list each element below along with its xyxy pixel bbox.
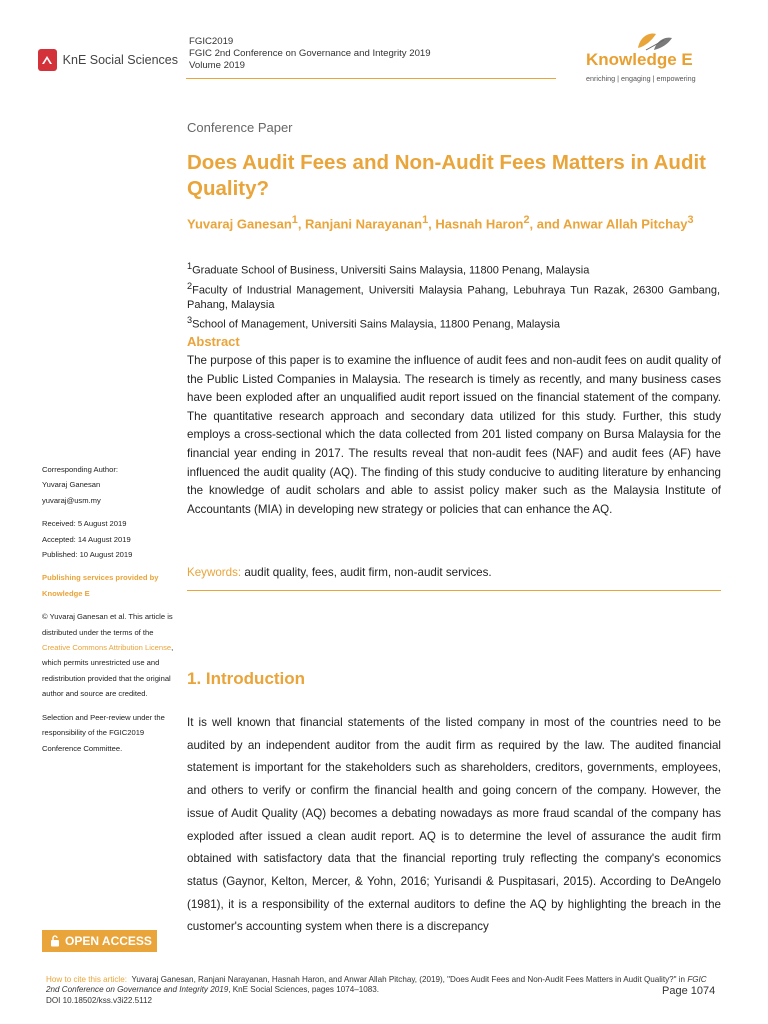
- page-number: Page 1074: [662, 985, 716, 997]
- citation-footer: How to cite this article: Yuvaraj Ganesan, Ranjani Narayanan, Hasnah Haron, and Anwar Allah Pitchay, (2019), "Does Audit Fees and Non-Audit Fees Matters in Audit Quality?" in FGIC 2nd Conference on Governance and Integrity 2019, KnE Social Sciences, pages 1074–1083. DOI 10.18502/kss.v3i22.5112: [46, 975, 707, 1005]
- author-list: Yuvaraj Ganesan$^1$, Ranjani Narayanan$^1$, Hasnah Haron$^2$, and Anwar Allah Pitchay$^3$: [187, 214, 694, 232]
- knowledge-e-logo: [582, 28, 732, 88]
- kne-logo: [38, 48, 178, 72]
- corresponding-author-label: Corresponding Author:: [42, 465, 118, 474]
- cite-authors: Yuvaraj Ganesan, Ranjani Narayanan, Hasnah Haron, and Anwar Allah Pitchay, (2019), "Does Audit Fees and Non-Audit Fees Matters in Audit Quality?" in: [131, 975, 686, 984]
- author-name: Yuvaraj Ganesan: [187, 216, 292, 232]
- header-divider: [186, 78, 556, 79]
- copyright-icon: ©: [42, 612, 50, 622]
- keywords-divider: [187, 590, 721, 591]
- author-name: Anwar Allah Pitchay: [563, 216, 688, 232]
- abstract-body: The purpose of this paper is to examine the influence of audit fees and non-audit fees on audit quality of the Public Listed Companies in Malaysia. The research is timely as recently, and many business cases have been exploded after an unqualified audit report issued on the financial statement of the company. The quantitative research approach and secondary data utilized for this study. Further, this study employs a cross-sectional which the data collected from 201 listed company on Bursa Malaysia for the financial year ending in 2017. The results reveal that non-audit fees (NAF) and audit fees (AF) have influenced the audit quality (AQ). The finding of this study conducive to auditing literature by enhancing the knowledge of audit scholars and able to assist policy maker such as the Malaysia Institute of Accountants (MIA) in developing new strategy or policies that can enhance the AQ.: [187, 354, 721, 516]
- kne-logo-icon: [38, 49, 57, 71]
- unlock-icon: [50, 935, 60, 947]
- keywords: [187, 566, 721, 579]
- author-name: Hasnah Haron: [435, 216, 524, 232]
- license-link[interactable]: Creative Commons Attribution License: [42, 643, 172, 653]
- paper-type-label: Conference Paper: [187, 120, 293, 135]
- author-name: Ranjani Narayanan: [305, 216, 423, 232]
- abstract-heading: Abstract: [187, 334, 240, 349]
- paper-title: Does Audit Fees and Non-Audit Fees Matters in Audit Quality?: [187, 151, 706, 200]
- doi[interactable]: DOI 10.18502/kss.v3i22.5112: [46, 995, 153, 1005]
- affiliation: $^3$School of Management, Universiti Sains Malaysia, 11800 Penang, Malaysia: [187, 315, 560, 331]
- publishing-services-label: Publishing services provided by Knowledge E: [42, 573, 159, 598]
- peer-review-note: Selection and Peer-review under the responsibility of the FGIC2019 Conference Committee.: [42, 712, 165, 753]
- open-access-badge: OPEN ACCESS: [42, 930, 157, 952]
- article-sidebar: [42, 462, 174, 756]
- section-heading-introduction: 1. Introduction: [187, 669, 306, 688]
- cite-label: How to cite this article:: [46, 975, 127, 984]
- accepted-date: Accepted: 14 August 2019: [42, 534, 131, 544]
- affiliation: $^1$Graduate School of Business, Universiti Sains Malaysia, 11800 Penang, Malaysia: [187, 261, 590, 277]
- introduction-body: It is well known that financial statements of the listed company in most of the countries need to be audited by an independent auditor from the audit firm as required by the law. The audited financial statement is important for the stakeholders such as shareholders, creditors, governments, employees, and others to verify or confirm the financial health and going concern of the company. However, the issue of Audit Quality (AQ) becomes a debating nowadays as more fraud scandal of the company has exploded after issued a clean audit report. AQ is to determine the level of assurance the audit firm obtained with satisfactory data that the financial reporting truly reflecting the company's economics status (Gaynor, Kelton, Mercer, & Yohn, 2016; Yurisandi & Puspitasari, 2015). According to DeAngelo (1981), it is a responsibility of the external auditors to define the AQ by highlighting the breach in the customer's accounting system when there is a discrepancy: [187, 716, 721, 934]
- affiliation: $^2$Faculty of Industrial Management, Universiti Malaysia Pahang, Lebuhraya Tun Razak, 26300 Gambang, Pahang, Malaysia: [187, 280, 720, 312]
- leaf-icon: [634, 30, 674, 52]
- received-date: Received: 5 August 2019: [42, 519, 127, 529]
- keywords-label: Keywords:: [187, 566, 242, 579]
- corresponding-author-email[interactable]: yuvaraj@usm.my: [42, 495, 101, 505]
- meta-line: FGIC 2nd Conference on Governance and Integrity 2019: [189, 48, 431, 59]
- brand-name: Knowledge E: [586, 50, 693, 69]
- corresponding-author-name: Yuvaraj Ganesan: [42, 480, 101, 490]
- meta-line: FGIC2019: [189, 36, 234, 47]
- publisher-name: KnE Social Sciences: [62, 53, 178, 67]
- affiliations: [187, 259, 720, 333]
- header-meta: [189, 36, 431, 72]
- cite-venue: FGIC 2nd Conference on Governance and Integrity 2019: [46, 975, 707, 995]
- meta-line: Volume 2019: [189, 60, 246, 71]
- keywords-list: audit quality, fees, audit firm, non-audit services.: [244, 566, 492, 579]
- brand-tagline: enriching | engaging | empowering: [586, 74, 696, 83]
- published-date: Published: 10 August 2019: [42, 550, 133, 560]
- license-note: © Yuvaraj Ganesan et al. This article is distributed under the terms of the Creative Commons Attribution License, which permits unrestricted use and redistribution provided that the original author and source are credited.: [42, 612, 174, 699]
